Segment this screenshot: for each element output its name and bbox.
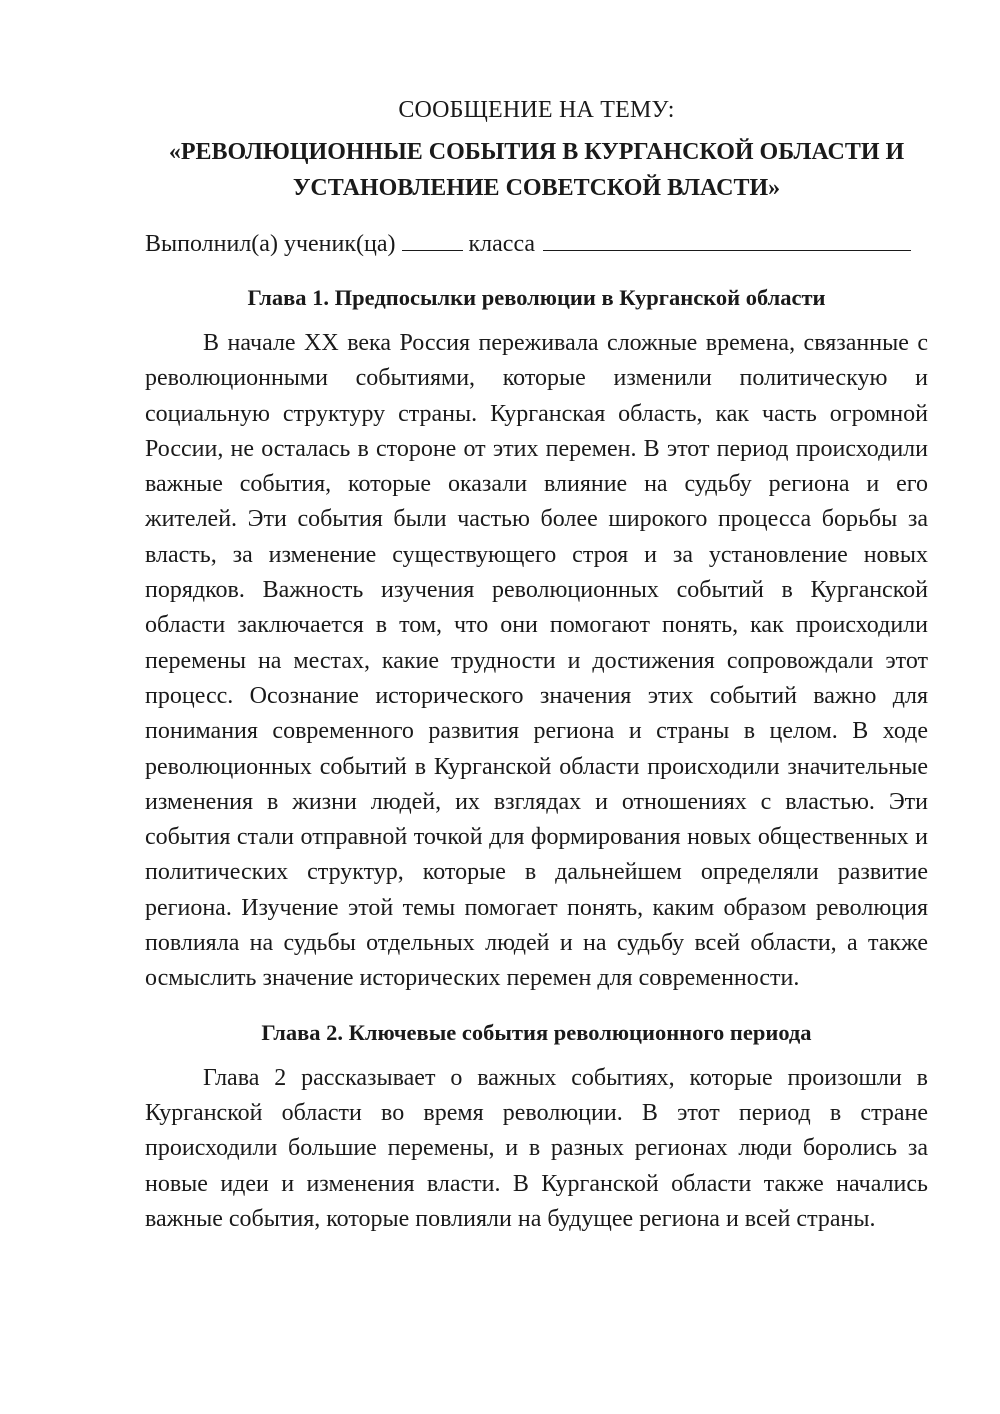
name-blank <box>543 226 911 251</box>
grade-blank <box>402 226 463 251</box>
chapter-2-paragraph: Глава 2 рассказывает о важных событиях, которые произошли в Курганской области во время революции. В этот период в стране происходили большие перемены, и в разных регионах люди боролись за новые идеи и изменения власти. В Курганской области также начались важные события, которые повлияли на будущее региона и всей страны. <box>145 1064 928 1232</box>
document-content <box>145 92 928 1237</box>
chapter-1-paragraph: В начале XX века Россия переживала сложные времена, связанные с революционными событиями, которые изменили политическую и социальную структуру страны. Курганская область, как часть огромной России, не осталась в стороне от этих перемен. В этот период происходили важные события, которые оказали влияние на судьбу региона и его жителей. Эти события были частью более широкого процесса борьбы за власть, за изменение существующего строя и за установление новых порядков. Важность изучения революционных событий в Курганской области заключается в том, что они помогают понять, как происходили перемены на местах, какие трудности и достижения сопровождали этот процесс. Осознание исторического значения этих событий важно для понимания современного развития региона и страны в целом. В ходе революционных событий в Курганской области происходили значительные изменения в жизни людей, их взглядах и отношениях с властью. Эти события стали отправной точкой для формирования новых общественных и политических структур, которые в дальнейшем определяли развитие региона. Изучение этой темы помогает понять, каким образом революция повлияла на судьбы отдельных людей и на судьбу всей области, а также осмыслить значение исторических перемен для современности. <box>145 330 928 992</box>
chapter-1-heading: Глава 1. Предпосылки революции в Курганской области <box>247 285 826 310</box>
signature-class-label: класса <box>468 231 536 257</box>
document-title: «РЕВОЛЮЦИОННЫЕ СОБЫТИЯ В КУРГАНСКОЙ ОБЛАСТИ И УСТАНОВЛЕНИЕ СОВЕТСКОЙ ВЛАСТИ» <box>168 139 905 201</box>
document-subject: СООБЩЕНИЕ НА ТЕМУ: <box>398 97 675 123</box>
chapter-2-heading: Глава 2. Ключевые события революционного периода <box>261 1019 812 1045</box>
signature-prefix: Выполнил(а) ученик(ца) <box>145 231 396 257</box>
signature-line <box>145 226 928 262</box>
